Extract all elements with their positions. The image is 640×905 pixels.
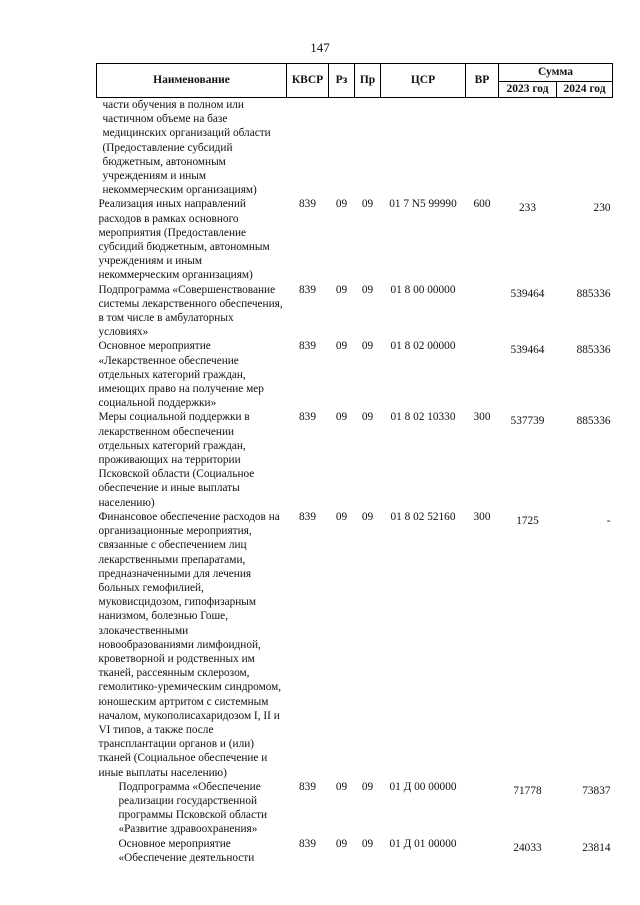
row-sum-2023: 539464 bbox=[510, 287, 545, 300]
row-vr bbox=[466, 780, 499, 837]
row-csr: 01 8 02 52160 bbox=[390, 510, 456, 523]
row-rz: 09 bbox=[335, 198, 348, 211]
row-pr: 09 bbox=[361, 837, 374, 850]
row-csr: 01 8 00 00000 bbox=[390, 283, 456, 296]
row-kvsr: 839 bbox=[299, 510, 316, 523]
row-kvsr: 839 bbox=[299, 340, 316, 353]
row-pr: 09 bbox=[361, 510, 374, 523]
row-name: Меры социальной поддержки в лекарственном обеспечении отдельных категорий граждан, проживающих на территории Псковской области (Социальное обеспечение и иные выплаты населению) bbox=[98, 411, 255, 509]
row-name: Подпрограмма «Обеспечение реализации государственной программы Псковской области «Развитие здравоохранения» bbox=[118, 780, 268, 836]
row-vr bbox=[466, 98, 499, 198]
budget-table bbox=[96, 63, 613, 865]
row-sum-2024: 230 bbox=[593, 202, 611, 215]
header-vr: ВР bbox=[466, 64, 499, 98]
row-csr: 01 Д 01 00000 bbox=[389, 837, 457, 850]
row-kvsr: 839 bbox=[299, 283, 316, 296]
header-sum: Сумма bbox=[499, 64, 613, 82]
row-csr: 01 7 N5 99990 bbox=[389, 198, 457, 211]
row-vr: 300 bbox=[473, 510, 491, 523]
row-vr: 300 bbox=[473, 411, 491, 424]
row-pr: 09 bbox=[361, 283, 374, 296]
row-name: Подпрограмма «Совершенствование системы лекарственного обеспечения, в том числе в амбулаторных условиях» bbox=[98, 283, 283, 339]
page-number: 147 bbox=[310, 40, 330, 55]
row-name: Основное мероприятие «Лекарственное обеспечение отдельных категорий граждан, имеющих право на получение мер социальной поддержки» bbox=[98, 340, 264, 410]
row-vr bbox=[466, 283, 499, 340]
row-vr: 600 bbox=[473, 198, 491, 211]
row-rz: 09 bbox=[335, 411, 348, 424]
row-pr: 09 bbox=[361, 411, 374, 424]
row-sum-2024 bbox=[557, 98, 613, 198]
header-kvsr: КВСР bbox=[287, 64, 329, 98]
row-pr: 09 bbox=[361, 198, 374, 211]
row-vr bbox=[466, 339, 499, 410]
row-kvsr: 839 bbox=[299, 411, 316, 424]
table-row bbox=[97, 510, 613, 780]
row-kvsr: 839 bbox=[299, 780, 316, 793]
table-row bbox=[97, 410, 613, 509]
row-csr bbox=[381, 98, 466, 198]
row-kvsr: 839 bbox=[299, 837, 316, 850]
table-row bbox=[97, 837, 613, 865]
table-row bbox=[97, 197, 613, 282]
row-sum-2024: 885336 bbox=[576, 344, 611, 357]
row-kvsr bbox=[287, 98, 329, 198]
table-row bbox=[97, 283, 613, 340]
header-rz: Рз bbox=[329, 64, 355, 98]
row-name: Основное мероприятие «Обеспечение деятельности bbox=[118, 837, 255, 864]
row-vr bbox=[466, 837, 499, 865]
row-csr: 01 8 02 00000 bbox=[390, 340, 456, 353]
row-sum-2024: 23814 bbox=[582, 841, 611, 854]
row-rz: 09 bbox=[335, 510, 348, 523]
table-row bbox=[97, 780, 613, 837]
row-sum-2023 bbox=[499, 98, 557, 198]
row-sum-2024: 885336 bbox=[576, 415, 611, 428]
row-name: Финансовое обеспечение расходов на организационные мероприятия, связанные с обеспечением лиц лекарственными препаратами, предназначенными для лечения больных гемофилией, муковисцидозом, гипофизарным нанизмом, болезнью Гоше, злокачественными новообразованиями лимфоидной, кроветворной и родственных им тканей, рассеянным склерозом, гемолитико-уремическим синдромом, юношеским артритом с системным началом, мукополисахаридозом I, II и VI типов, а также после трансплантации органов и (или) тканей (Социальное обеспечение и иные выплаты населению) bbox=[98, 510, 282, 779]
row-rz bbox=[329, 98, 355, 198]
row-csr: 01 Д 00 00000 bbox=[389, 780, 457, 793]
row-pr: 09 bbox=[361, 340, 374, 353]
row-name: Реализация иных направлений расходов в рамках основного мероприятия (Предоставление субсидий бюджетным, автономным учреждениям и иным некоммерческим организациям) bbox=[98, 198, 270, 282]
row-pr: 09 bbox=[361, 780, 374, 793]
table-row bbox=[97, 339, 613, 410]
row-sum-2023: 71778 bbox=[513, 784, 542, 797]
header-year-2023: 2023 год bbox=[499, 82, 557, 98]
header-pr: Пр bbox=[355, 64, 381, 98]
row-rz: 09 bbox=[335, 283, 348, 296]
header-csr: ЦСР bbox=[381, 64, 466, 98]
table-row bbox=[97, 98, 613, 198]
row-sum-2024: 885336 bbox=[576, 287, 611, 300]
row-rz: 09 bbox=[335, 340, 348, 353]
row-pr bbox=[355, 98, 381, 198]
row-kvsr: 839 bbox=[299, 198, 316, 211]
header-year-2024: 2024 год bbox=[557, 82, 613, 98]
row-sum-2023: 24033 bbox=[513, 841, 542, 854]
row-sum-2023: 539464 bbox=[510, 344, 545, 357]
row-sum-2023: 233 bbox=[519, 202, 536, 215]
row-csr: 01 8 02 10330 bbox=[390, 411, 456, 424]
row-sum-2024: - bbox=[606, 514, 611, 527]
row-name: части обучения в полном или частичном объеме на базе медицинских организаций области (Предоставление субсидий бюджетным, автономным учреждениям и иным некоммерческим организациям) bbox=[102, 99, 271, 197]
row-rz: 09 bbox=[335, 837, 348, 850]
row-rz: 09 bbox=[335, 780, 348, 793]
row-sum-2023: 1725 bbox=[516, 514, 539, 527]
row-sum-2024: 73837 bbox=[582, 784, 611, 797]
row-sum-2023: 537739 bbox=[510, 415, 545, 428]
header-name: Наименование bbox=[97, 64, 287, 98]
